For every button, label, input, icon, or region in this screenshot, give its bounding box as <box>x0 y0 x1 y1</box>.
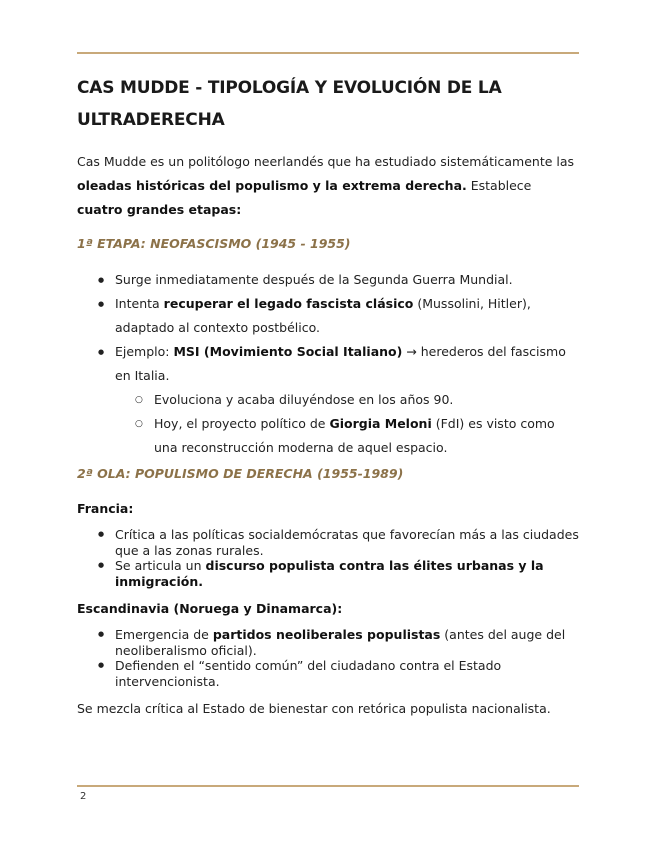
france-list <box>77 527 579 589</box>
list-item-text: Emergencia de <box>115 627 213 642</box>
intro-paragraph <box>77 150 579 222</box>
stage1-heading: 1ª ETAPA: NEOFASCISMO (1945 - 1955) <box>77 236 351 251</box>
list-item-text: Se articula un <box>115 558 206 573</box>
list-item-text: Crítica a las políticas socialdemócratas que favorecían más a las ciudades que a las zonas rurales. <box>115 527 579 558</box>
scandinavia-label: Escandinavia (Noruega y Dinamarca): <box>77 601 343 616</box>
sub-list-item-bold: Giorgia Meloni <box>329 416 432 431</box>
list-item <box>77 527 579 558</box>
list-item-bold: partidos neoliberales populistas <box>212 627 441 642</box>
stage1-sublist <box>77 388 579 460</box>
list-item-bold: recuperar el legado fascista clásico <box>163 296 414 311</box>
list-item-bold: MSI (Movimiento Social Italiano) <box>173 344 403 359</box>
list-item-text: (Mussolini, Hitler), adaptado al contexto postbélico. <box>115 296 531 335</box>
list-item <box>77 658 579 689</box>
sub-list-item <box>77 388 579 412</box>
list-item-text: (antes del auge del neoliberalismo oficial). <box>115 627 566 658</box>
list-item-text: Ejemplo: <box>115 344 174 359</box>
list-item <box>77 292 579 340</box>
sub-list-item <box>77 412 579 460</box>
list-item <box>77 268 579 292</box>
stage1-list <box>77 268 579 460</box>
list-item <box>77 558 579 589</box>
intro-text-1: Cas Mudde es un politólogo neerlandés que ha estudiado sistemáticamente las <box>77 154 575 169</box>
intro-text-2: Establece <box>466 178 532 193</box>
closing-paragraph: Se mezcla crítica al Estado de bienestar con retórica populista nacionalista. <box>77 701 551 716</box>
footer-rule <box>77 785 579 787</box>
page-title: CAS MUDDE - TIPOLOGÍA Y EVOLUCIÓN DE LA ULTRADERECHA <box>77 78 502 130</box>
list-item-text: Defienden el “sentido común” del ciudadano contra el Estado intervencionista. <box>115 658 502 689</box>
document-body <box>77 72 579 718</box>
stage2-heading: 2ª OLA: POPULISMO DE DERECHA (1955-1989) <box>77 466 404 481</box>
list-item <box>77 340 579 460</box>
sub-list-item-text: Evoluciona y acaba diluyéndose en los años 90. <box>154 392 454 407</box>
list-item-text: Surge inmediatamente después de la Segunda Guerra Mundial. <box>115 272 513 287</box>
intro-bold-1: oleadas históricas del populismo y la extrema derecha. <box>77 178 467 193</box>
sub-list-item-text: Hoy, el proyecto político de <box>154 416 330 431</box>
page-number: 2 <box>80 791 87 802</box>
list-item <box>77 627 579 658</box>
scandinavia-list <box>77 627 579 689</box>
list-item-text: → herederos del fascismo en Italia. <box>115 344 566 383</box>
france-label: Francia: <box>77 501 134 516</box>
list-item-text: Intenta <box>115 296 164 311</box>
list-item-bold: discurso populista contra las élites urbanas y la inmigración. <box>115 558 544 589</box>
intro-bold-2: cuatro grandes etapas: <box>77 202 242 217</box>
header-rule <box>77 52 579 54</box>
sub-list-item-text: (FdI) es visto como una reconstrucción moderna de aquel espacio. <box>154 416 555 455</box>
